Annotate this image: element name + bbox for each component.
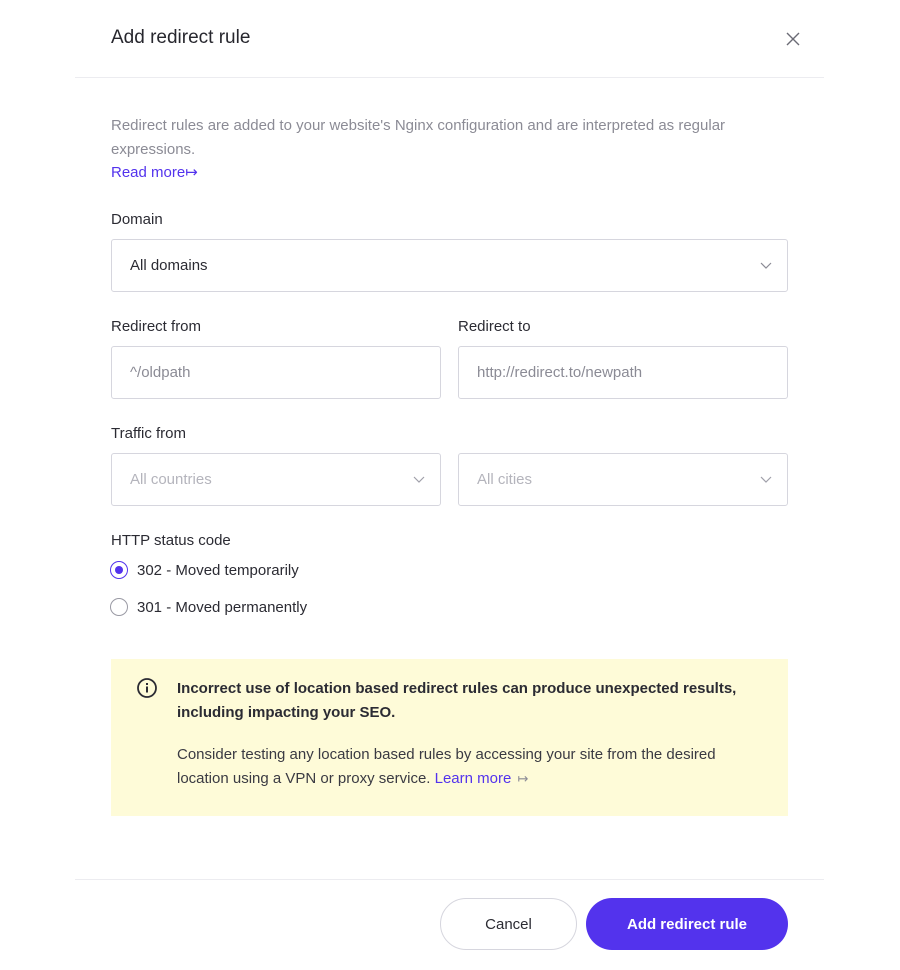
radio-302[interactable] bbox=[110, 561, 299, 579]
learn-more-link[interactable]: Learn more bbox=[434, 770, 512, 787]
chevron-down-icon bbox=[759, 258, 773, 272]
alert-warning-text: Incorrect use of location based redirect rules can produce unexpected results, including impacting your SEO. bbox=[177, 680, 737, 721]
location-warning-alert bbox=[111, 659, 788, 816]
domain-selected-value: All domains bbox=[130, 257, 208, 274]
domain-select[interactable] bbox=[111, 239, 788, 292]
close-icon bbox=[783, 28, 803, 50]
http-status-label: HTTP status code bbox=[111, 532, 231, 549]
country-select[interactable] bbox=[111, 453, 441, 506]
radio-302-button[interactable] bbox=[110, 561, 128, 579]
dialog-header bbox=[75, 0, 824, 78]
country-selected-value: All countries bbox=[130, 471, 212, 488]
chevron-down-icon bbox=[759, 472, 773, 486]
add-redirect-rule-button[interactable]: Add redirect rule bbox=[586, 898, 788, 950]
redirect-from-input[interactable] bbox=[111, 346, 441, 399]
radio-301-button[interactable] bbox=[110, 598, 128, 616]
read-more-link[interactable] bbox=[111, 163, 198, 181]
dialog-title: Add redirect rule bbox=[111, 27, 251, 48]
info-icon bbox=[136, 677, 158, 699]
redirect-to-placeholder: http://redirect.to/newpath bbox=[477, 364, 643, 381]
redirect-to-input[interactable] bbox=[458, 346, 788, 399]
redirect-from-label: Redirect from bbox=[111, 318, 202, 335]
cancel-button[interactable]: Cancel bbox=[440, 898, 577, 950]
alert-body bbox=[177, 743, 767, 791]
redirect-from-placeholder: ^/oldpath bbox=[130, 364, 191, 381]
radio-301-label: 301 - Moved permanently bbox=[137, 598, 308, 616]
alert-body-text: Consider testing any location based rules by accessing your site from the desired location using a VPN or proxy service. bbox=[177, 746, 716, 787]
external-arrow-icon: ↦ bbox=[185, 164, 198, 181]
redirect-to-label: Redirect to bbox=[458, 318, 531, 335]
chevron-down-icon bbox=[412, 472, 426, 486]
traffic-from-label: Traffic from bbox=[111, 425, 187, 442]
external-arrow-icon: ↦ bbox=[517, 771, 529, 786]
close-button[interactable] bbox=[783, 28, 803, 50]
domain-label: Domain bbox=[111, 211, 163, 228]
radio-301[interactable] bbox=[110, 598, 307, 616]
footer-divider bbox=[75, 879, 824, 880]
intro-text: Redirect rules are added to your website's Nginx configuration and are interpreted as regular expressions. bbox=[111, 117, 726, 158]
radio-302-label: 302 - Moved temporarily bbox=[137, 561, 299, 579]
read-more-label[interactable]: Read more bbox=[111, 164, 186, 181]
city-selected-value: All cities bbox=[477, 471, 533, 488]
city-select[interactable] bbox=[458, 453, 788, 506]
